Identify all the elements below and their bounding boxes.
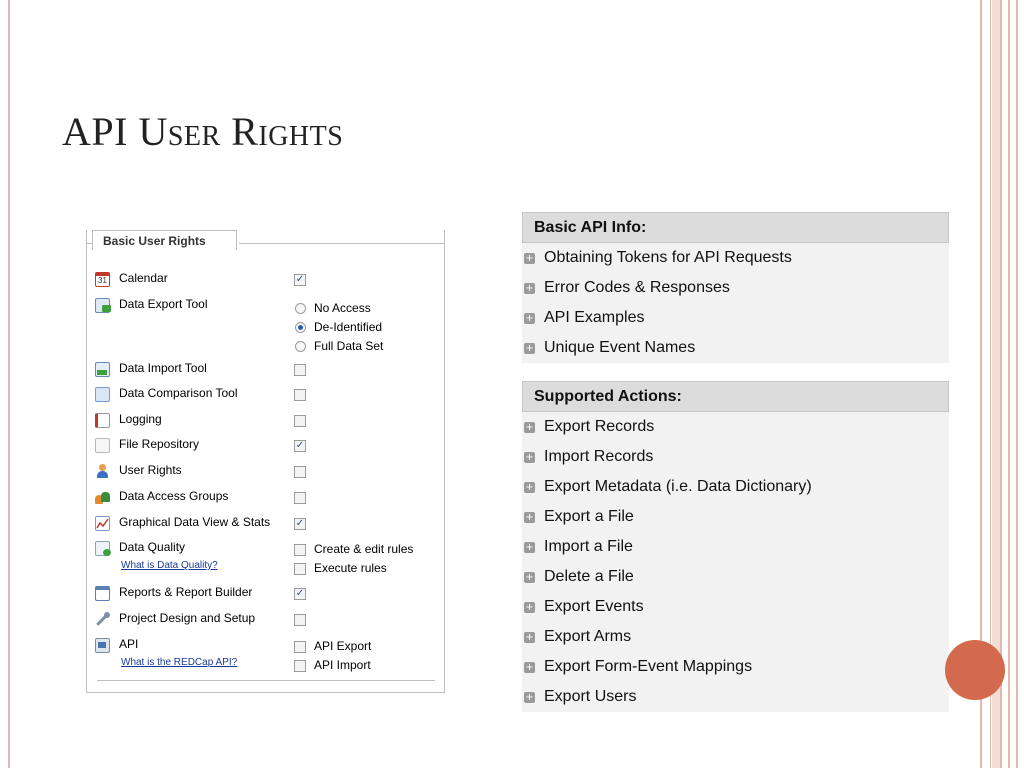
data-quality-icon	[95, 541, 110, 556]
right-label: Data Comparison Tool	[119, 386, 238, 400]
right-row-project-design	[87, 610, 444, 630]
action-item[interactable]	[522, 592, 949, 622]
graphical-data-view-checkbox[interactable]: ✓	[295, 518, 305, 529]
data-import-icon	[95, 362, 110, 377]
action-item-label: Delete a File	[544, 568, 634, 585]
action-item-label: Import Records	[544, 448, 654, 465]
right-label: Graphical Data View & Stats	[119, 515, 271, 529]
right-row-data-import	[87, 360, 444, 380]
api-info-item[interactable]	[522, 333, 949, 363]
expand-icon[interactable]: +	[525, 662, 534, 673]
export-radio-no-access[interactable]	[295, 303, 306, 314]
expand-icon[interactable]: +	[525, 512, 534, 523]
expand-icon[interactable]: +	[525, 602, 534, 613]
action-item-label: Export Metadata (i.e. Data Dictionary)	[544, 478, 812, 495]
action-item-label: Import a File	[544, 538, 633, 555]
right-label: Reports & Report Builder	[119, 585, 253, 599]
supported-actions-panel	[522, 381, 949, 712]
api-option-label: API Import	[314, 658, 371, 672]
user-rights-checkbox[interactable]	[294, 466, 306, 478]
right-label: Calendar	[119, 271, 168, 285]
right-row-data-quality	[87, 539, 444, 579]
action-item[interactable]	[522, 502, 949, 532]
group-icon	[95, 490, 110, 505]
right-label: Data Import Tool	[119, 361, 207, 375]
action-item-label: Export Events	[544, 598, 644, 615]
api-help-link[interactable]: What is the REDCap API?	[121, 657, 238, 668]
action-item[interactable]	[522, 442, 949, 472]
right-row-user-rights	[87, 462, 444, 482]
right-row-api	[87, 636, 444, 676]
action-item-label: Export Arms	[544, 628, 632, 645]
calendar-icon: 31	[95, 272, 110, 287]
reports-icon	[95, 586, 110, 601]
basic-user-rights-panel	[86, 230, 445, 693]
action-item[interactable]	[522, 532, 949, 562]
api-info-item-label: API Examples	[544, 309, 645, 326]
right-label: Data Quality	[119, 540, 186, 554]
right-row-reports	[87, 584, 444, 604]
api-option-label: API Export	[314, 639, 372, 653]
action-item[interactable]	[522, 412, 949, 442]
right-row-logging	[87, 411, 444, 431]
data-comparison-checkbox[interactable]	[294, 389, 306, 401]
export-option-label: No Access	[314, 301, 371, 315]
wrench-icon	[95, 612, 110, 627]
expand-icon[interactable]: +	[525, 572, 534, 583]
export-option-label: Full Data Set	[314, 339, 384, 353]
api-icon	[95, 638, 110, 653]
action-item-label: Export Users	[544, 688, 637, 705]
expand-icon[interactable]: +	[525, 283, 534, 294]
expand-icon[interactable]: +	[525, 422, 534, 433]
chart-icon	[95, 516, 110, 531]
export-option-label: De-Identified	[314, 320, 383, 334]
export-radio-full-data-set[interactable]	[295, 341, 306, 352]
expand-icon[interactable]: +	[525, 542, 534, 553]
expand-icon[interactable]: +	[525, 313, 534, 324]
data-access-groups-checkbox[interactable]	[294, 492, 306, 504]
decorative-accent-circle	[945, 640, 1005, 700]
panel-divider	[97, 680, 435, 681]
action-item-label: Export Form-Event Mappings	[544, 658, 753, 675]
right-row-data-comparison	[87, 385, 444, 405]
create-edit-rules-checkbox[interactable]	[294, 544, 306, 556]
action-item[interactable]	[522, 472, 949, 502]
expand-icon[interactable]: +	[525, 452, 534, 463]
expand-icon[interactable]: +	[525, 343, 534, 354]
action-item[interactable]	[522, 682, 949, 712]
right-label: Project Design and Setup	[119, 611, 256, 625]
expand-icon[interactable]: +	[525, 482, 534, 493]
right-row-data-export	[87, 296, 444, 356]
data-comparison-icon	[95, 387, 110, 402]
user-icon	[95, 464, 110, 479]
right-label: Data Access Groups	[119, 489, 229, 503]
logging-icon	[95, 413, 110, 428]
basic-api-info-panel	[522, 212, 949, 363]
reports-checkbox[interactable]: ✓	[295, 588, 305, 599]
project-design-checkbox[interactable]	[294, 614, 306, 626]
action-item[interactable]	[522, 652, 949, 682]
right-label: File Repository	[119, 437, 200, 451]
right-row-file-repository	[87, 436, 444, 456]
action-item[interactable]	[522, 622, 949, 652]
execute-rules-checkbox[interactable]	[294, 563, 306, 575]
api-info-item[interactable]	[522, 303, 949, 333]
supported-actions-heading: Supported Actions:	[522, 381, 949, 412]
api-info-item[interactable]	[522, 243, 949, 273]
right-label: User Rights	[119, 463, 182, 477]
data-quality-help-link[interactable]: What is Data Quality?	[121, 560, 218, 571]
slide-title: API User Rights	[62, 109, 344, 154]
data-quality-option-label: Execute rules	[314, 561, 387, 575]
expand-icon[interactable]: +	[525, 253, 534, 264]
data-export-icon	[95, 298, 110, 313]
data-quality-option-label: Create & edit rules	[314, 542, 414, 556]
tab-basic-user-rights[interactable]: Basic User Rights	[92, 230, 237, 250]
basic-api-info-heading: Basic API Info:	[522, 212, 949, 243]
export-radio-de-identified[interactable]	[295, 322, 306, 333]
file-repository-checkbox[interactable]: ✓	[295, 440, 305, 451]
api-import-checkbox[interactable]	[294, 660, 306, 672]
slide-left-border	[8, 0, 10, 768]
api-export-checkbox[interactable]	[294, 641, 306, 653]
logging-checkbox[interactable]	[294, 415, 306, 427]
file-repository-icon	[95, 438, 110, 453]
calendar-checkbox[interactable]: ✓	[295, 274, 305, 285]
action-item-label: Export a File	[544, 508, 634, 525]
api-info-item[interactable]	[522, 273, 949, 303]
expand-icon[interactable]: +	[525, 692, 534, 703]
api-info-item-label: Unique Event Names	[544, 339, 696, 356]
data-import-checkbox[interactable]	[294, 364, 306, 376]
api-info-item-label: Error Codes & Responses	[544, 279, 730, 296]
right-row-calendar	[87, 270, 444, 290]
action-item[interactable]	[522, 562, 949, 592]
right-label: API	[119, 637, 139, 651]
expand-icon[interactable]: +	[525, 632, 534, 643]
action-item-label: Export Records	[544, 418, 655, 435]
right-row-data-access-groups	[87, 488, 444, 508]
right-label: Logging	[119, 412, 162, 426]
right-row-graphical-data-view	[87, 514, 444, 534]
api-info-item-label: Obtaining Tokens for API Requests	[544, 249, 792, 266]
right-label: Data Export Tool	[119, 297, 208, 311]
